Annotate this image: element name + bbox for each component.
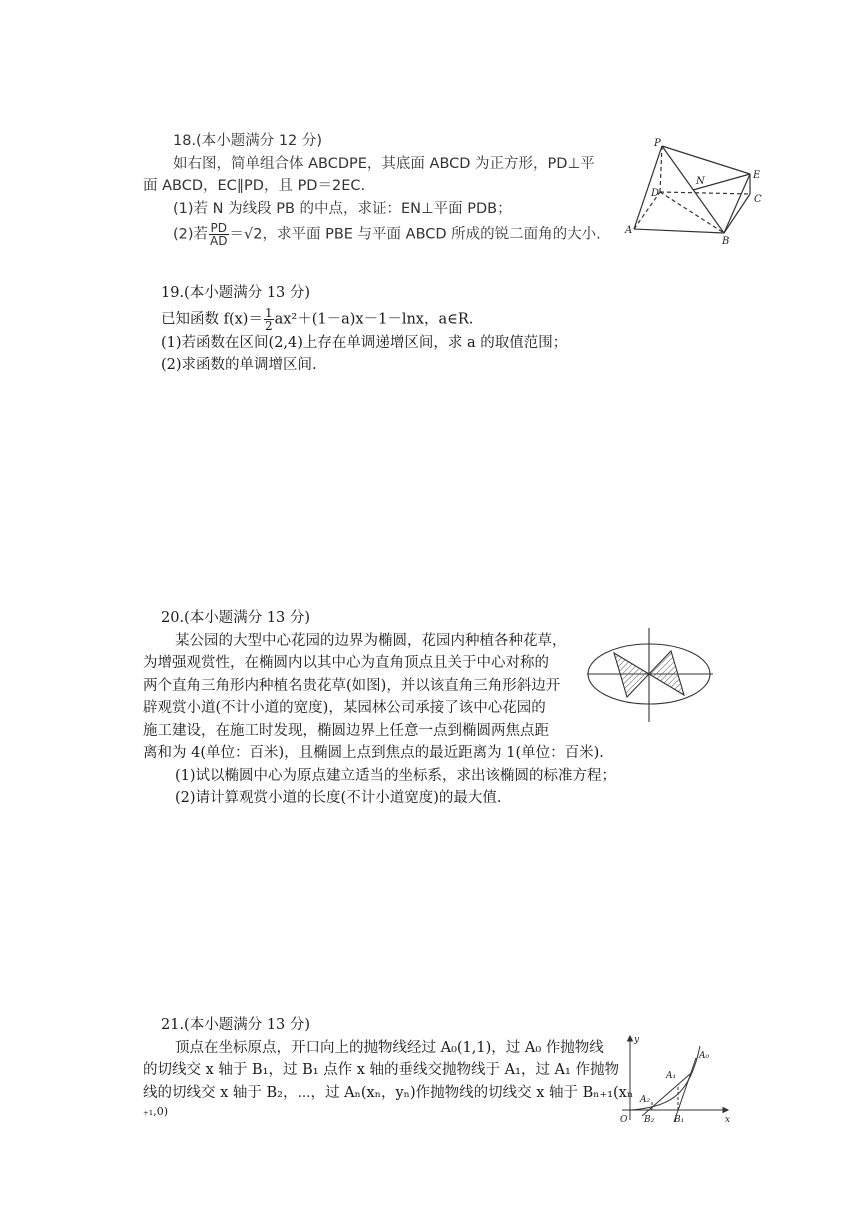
q18-part2 [143,222,643,247]
edge-EB [724,174,750,233]
q20-line-3: 辟观赏小道(不计小道的宽度)，某园林公司承接了该中心花园的 [143,700,546,716]
q20-title: 20.(本小题满分 13 分) [161,610,311,626]
q21-label-B2: B₂ [644,1115,655,1124]
edge-DB [660,192,724,233]
q21-tangent-A0 [674,1058,696,1122]
q18-frac-num: PD [210,221,228,235]
q19-func-suffix: ax²＋(1－a)x－1－lnx，a∈R. [274,311,474,327]
q19-fraction [264,307,274,332]
label-P: P [654,138,661,149]
q19-title: 19.(本小题满分 13 分) [161,285,311,301]
q21-label-O: O [620,1115,628,1124]
q20-triangle-right [649,651,684,695]
q19-frac-den: 2 [264,318,273,333]
q21-label-A1: A₁ [666,1071,677,1081]
q18-frac-den: AD [210,234,228,248]
question-21 [143,1014,634,1120]
q19-part2: (2)求函数的单调增区间. [161,357,317,373]
q18-line2: 面 ABCD，EC∥PD，且 PD＝2EC. [143,178,366,194]
q21-line-3: ₊₁,0) [143,1105,169,1118]
q18-part2-prefix: (2)若 [173,226,209,243]
q19-part1: (1)若函数在区间(2,4)上存在单调递增区间，求 a 的取值范围； [161,334,568,351]
q21-label-B1: B₁ [674,1115,685,1124]
q21-label-A0: A₀ [699,1051,710,1061]
edge-BC [724,194,750,233]
question-19 [161,282,721,377]
q21-label-y: y [634,1035,640,1045]
q18-part2-suffix: ＝√2，求平面 PBE 与平面 ABCD 所成的锐二面角的大小. [229,226,601,243]
q21-figure [608,1032,736,1124]
q19-func-prefix: 已知函数 f(x)＝ [161,311,263,327]
q20-triangle-left [614,653,649,697]
q18-line1: 如右图，简单组合体 ABCDPE，其底面 ABCD 为正方形，PD⊥平 [173,155,595,172]
q21-title: 21.(本小题满分 13 分) [161,1017,311,1033]
q20-line-1: 为增强观赏性，在椭圆内以其中心为直角顶点且关于中心对称的 [143,655,549,671]
q18-figure [622,134,772,246]
q21-x-arrow [723,1108,728,1113]
q20-line-2: 两个直角三角形内种植名贵花草(如图)，并以该直角三角形斜边开 [143,677,561,694]
label-N: N [696,176,705,187]
q21-line-2: 线的切线交 x 轴于 B₂，⋯，过 Aₙ(xₙ，yₙ)作抛物线的切线交 x 轴于 Bₙ₊₁(xₙ [143,1084,634,1101]
edge-AB [634,229,724,233]
q19-function [161,307,721,332]
q20-part2: (2)请计算观赏小道的长度(不计小道宽度)的最大值. [175,790,502,806]
q21-line-0: 顶点在坐标原点，开口向上的抛物线经过 A₀(1,1)，过 A₀ 作抛物线 [175,1039,604,1056]
q20-line-5: 离和为 4(单位：百米)，且椭圆上点到焦点的最近距离为 1(单位：百米). [143,745,604,761]
question-20 [143,607,621,810]
label-C: C [754,194,762,205]
label-E: E [753,170,761,181]
q21-label-A2: A₂ [640,1095,651,1105]
q21-y-arrow [628,1036,633,1041]
label-A: A [625,225,633,236]
q19-frac-num: 1 [264,305,273,320]
q20-line-0: 某公园的大型中心花园的边界为椭圆，花园内种植各种花草， [175,632,567,649]
q18-fraction [209,222,228,247]
q21-label-x: x [725,1115,731,1124]
label-B: B [722,236,730,246]
q18-title: 18.(本小题满分 12 分) [173,133,323,149]
q18-part1: (1)若 N 为线段 PB 的中点，求证：EN⊥平面 PDB； [173,200,512,217]
question-18 [143,130,643,247]
q20-part1: (1)试以椭圆中心为原点建立适当的坐标系，求出该椭圆的标准方程； [175,767,617,784]
edge-DC [660,192,750,194]
edge-PE [662,146,750,174]
q20-figure [585,626,715,724]
q21-line-1: 的切线交 x 轴于 B₁，过 B₁ 点作 x 轴的垂线交抛物线于 A₁，过 A₁ 作抛物 [143,1062,619,1078]
q20-line-4: 施工建设，在施工时发现，椭圆边界上任意一点到椭圆两焦点距 [143,722,549,739]
label-D: D [651,188,660,199]
